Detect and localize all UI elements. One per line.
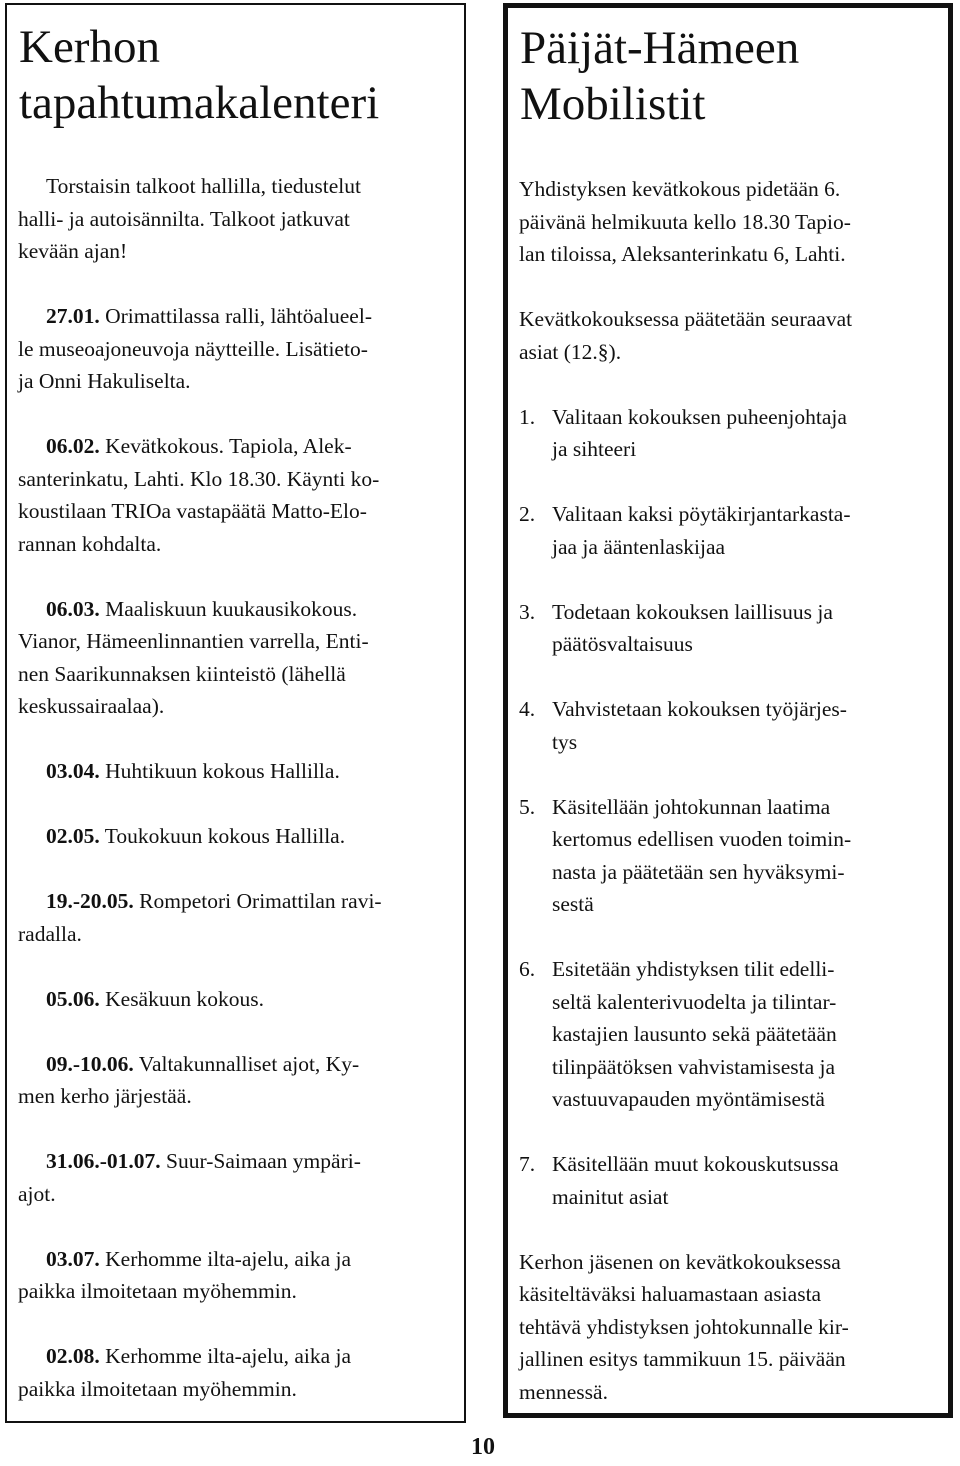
agenda-item: 4. Vahvistetaan kokouksen työjärjes- tys [519,697,847,754]
event-entry: 02.08. Kerhomme ilta-ajelu, aika ja paikka ilmoitetaan myöhemmin. [18,1344,352,1401]
club-meeting-panel [503,3,953,1418]
event-entry: 03.04. Huhtikuun kokous Hallilla. [46,759,340,783]
closing-paragraph: Kerhon jäsenen on kevätkokouksessa käsiteltäväksi haluamastaan asiasta tehtävä yhdistyksen johtokunnalle kir- jallinen esitys tammikuun 15. päivään mennessä. [519,1249,849,1404]
event-entry: 05.06. Kesäkuun kokous. [46,986,264,1011]
event-entry: 06.02. Kevätkokous. Tapiola, Alek- santerinkatu, Lahti. Klo 18.30. Käynti ko- koustilaan TRIOa vastapäätä Matto-Elo- rannan kohdalta. [18,434,380,556]
event-date: 06.02. [46,434,100,458]
event-date: 27.01. [46,304,100,328]
agenda-item: 2. Valitaan kaksi pöytäkirjantarkasta- jaa ja ääntenlaskijaa [519,502,851,559]
agenda-item: 6. Esitetään yhdistyksen tilit edelli- seltä kalenterivuodelta ja tilintar- kastajien lausunto sekä päätetään tilinpäätöksen vahvistamisesta ja vastuuvapauden myöntämisestä [519,957,837,1111]
event-date: 03.07. [46,1246,100,1271]
calendar-title: Kerhon tapahtumakalenteri [19,21,380,129]
agenda-item: 3. Todetaan kokouksen laillisuus ja päätösvaltaisuus [519,599,833,656]
event-date: 05.06. [46,986,100,1011]
club-title: Päijät-Hämeen Mobilistit [520,22,800,130]
event-date: 06.03. [46,596,100,621]
agenda-item: 5. Käsitellään johtokunnan laatima kertomus edellisen vuoden toimin- nasta ja päätetään sen hyväksymi- sestä [519,794,852,916]
event-entry: 09.-10.06. Valtakunnalliset ajot, Ky- men kerho järjestää. [18,1051,360,1108]
agenda-intro: Kevätkokouksessa päätetään seuraavat asiat (12.§). [519,307,853,364]
event-entry: 06.03. Maaliskuun kuukausikokous. Vianor, Hämeenlinnantien varrella, Enti- nen Saarikunnaksen kiinteistö (lähellä keskussairaalaa). [18,596,369,718]
agenda-item: 7. Käsitellään muut kokouskutsussa mainitut asiat [519,1152,839,1209]
event-date: 02.05. [46,824,100,848]
event-date: 03.04. [46,759,100,783]
event-entry: 19.-20.05. Rompetori Orimattilan ravi- radalla. [18,889,382,946]
event-entry: 31.06.-01.07. Suur-Saimaan ympäri- ajot. [18,1149,361,1206]
intro-paragraph: Torstaisin talkoot hallilla, tiedustelut halli- ja autoisännilta. Talkoot jatkuvat kevään ajan! [18,174,361,263]
page-number: 10 [471,1434,495,1460]
meeting-intro: Yhdistyksen kevätkokous pidetään 6. päivänä helmikuuta kello 18.30 Tapio- lan tiloissa, Aleksanterinkatu 6, Lahti. [519,177,851,266]
meeting-body [519,173,944,1418]
event-entry: 02.05. Toukokuun kokous Hallilla. [46,824,346,848]
agenda-item: 1. Valitaan kokouksen puheenjohtaja ja sihteeri [519,404,847,461]
event-date: 31.06.-01.07. [46,1149,161,1173]
event-entry: 27.01. Orimattilassa ralli, lähtöalueel- le museoajoneuvoja näytteille. Lisätieto- ja Onni Hakuliselta. [18,304,372,393]
event-date: 19.-20.05. [46,889,134,913]
calendar-body [18,170,458,1423]
event-date: 02.08. [46,1344,100,1368]
calendar-panel [5,3,466,1423]
event-entry: 03.07. Kerhomme ilta-ajelu, aika ja paikka ilmoitetaan myöhemmin. [18,1246,352,1303]
event-date: 09.-10.06. [46,1051,134,1076]
